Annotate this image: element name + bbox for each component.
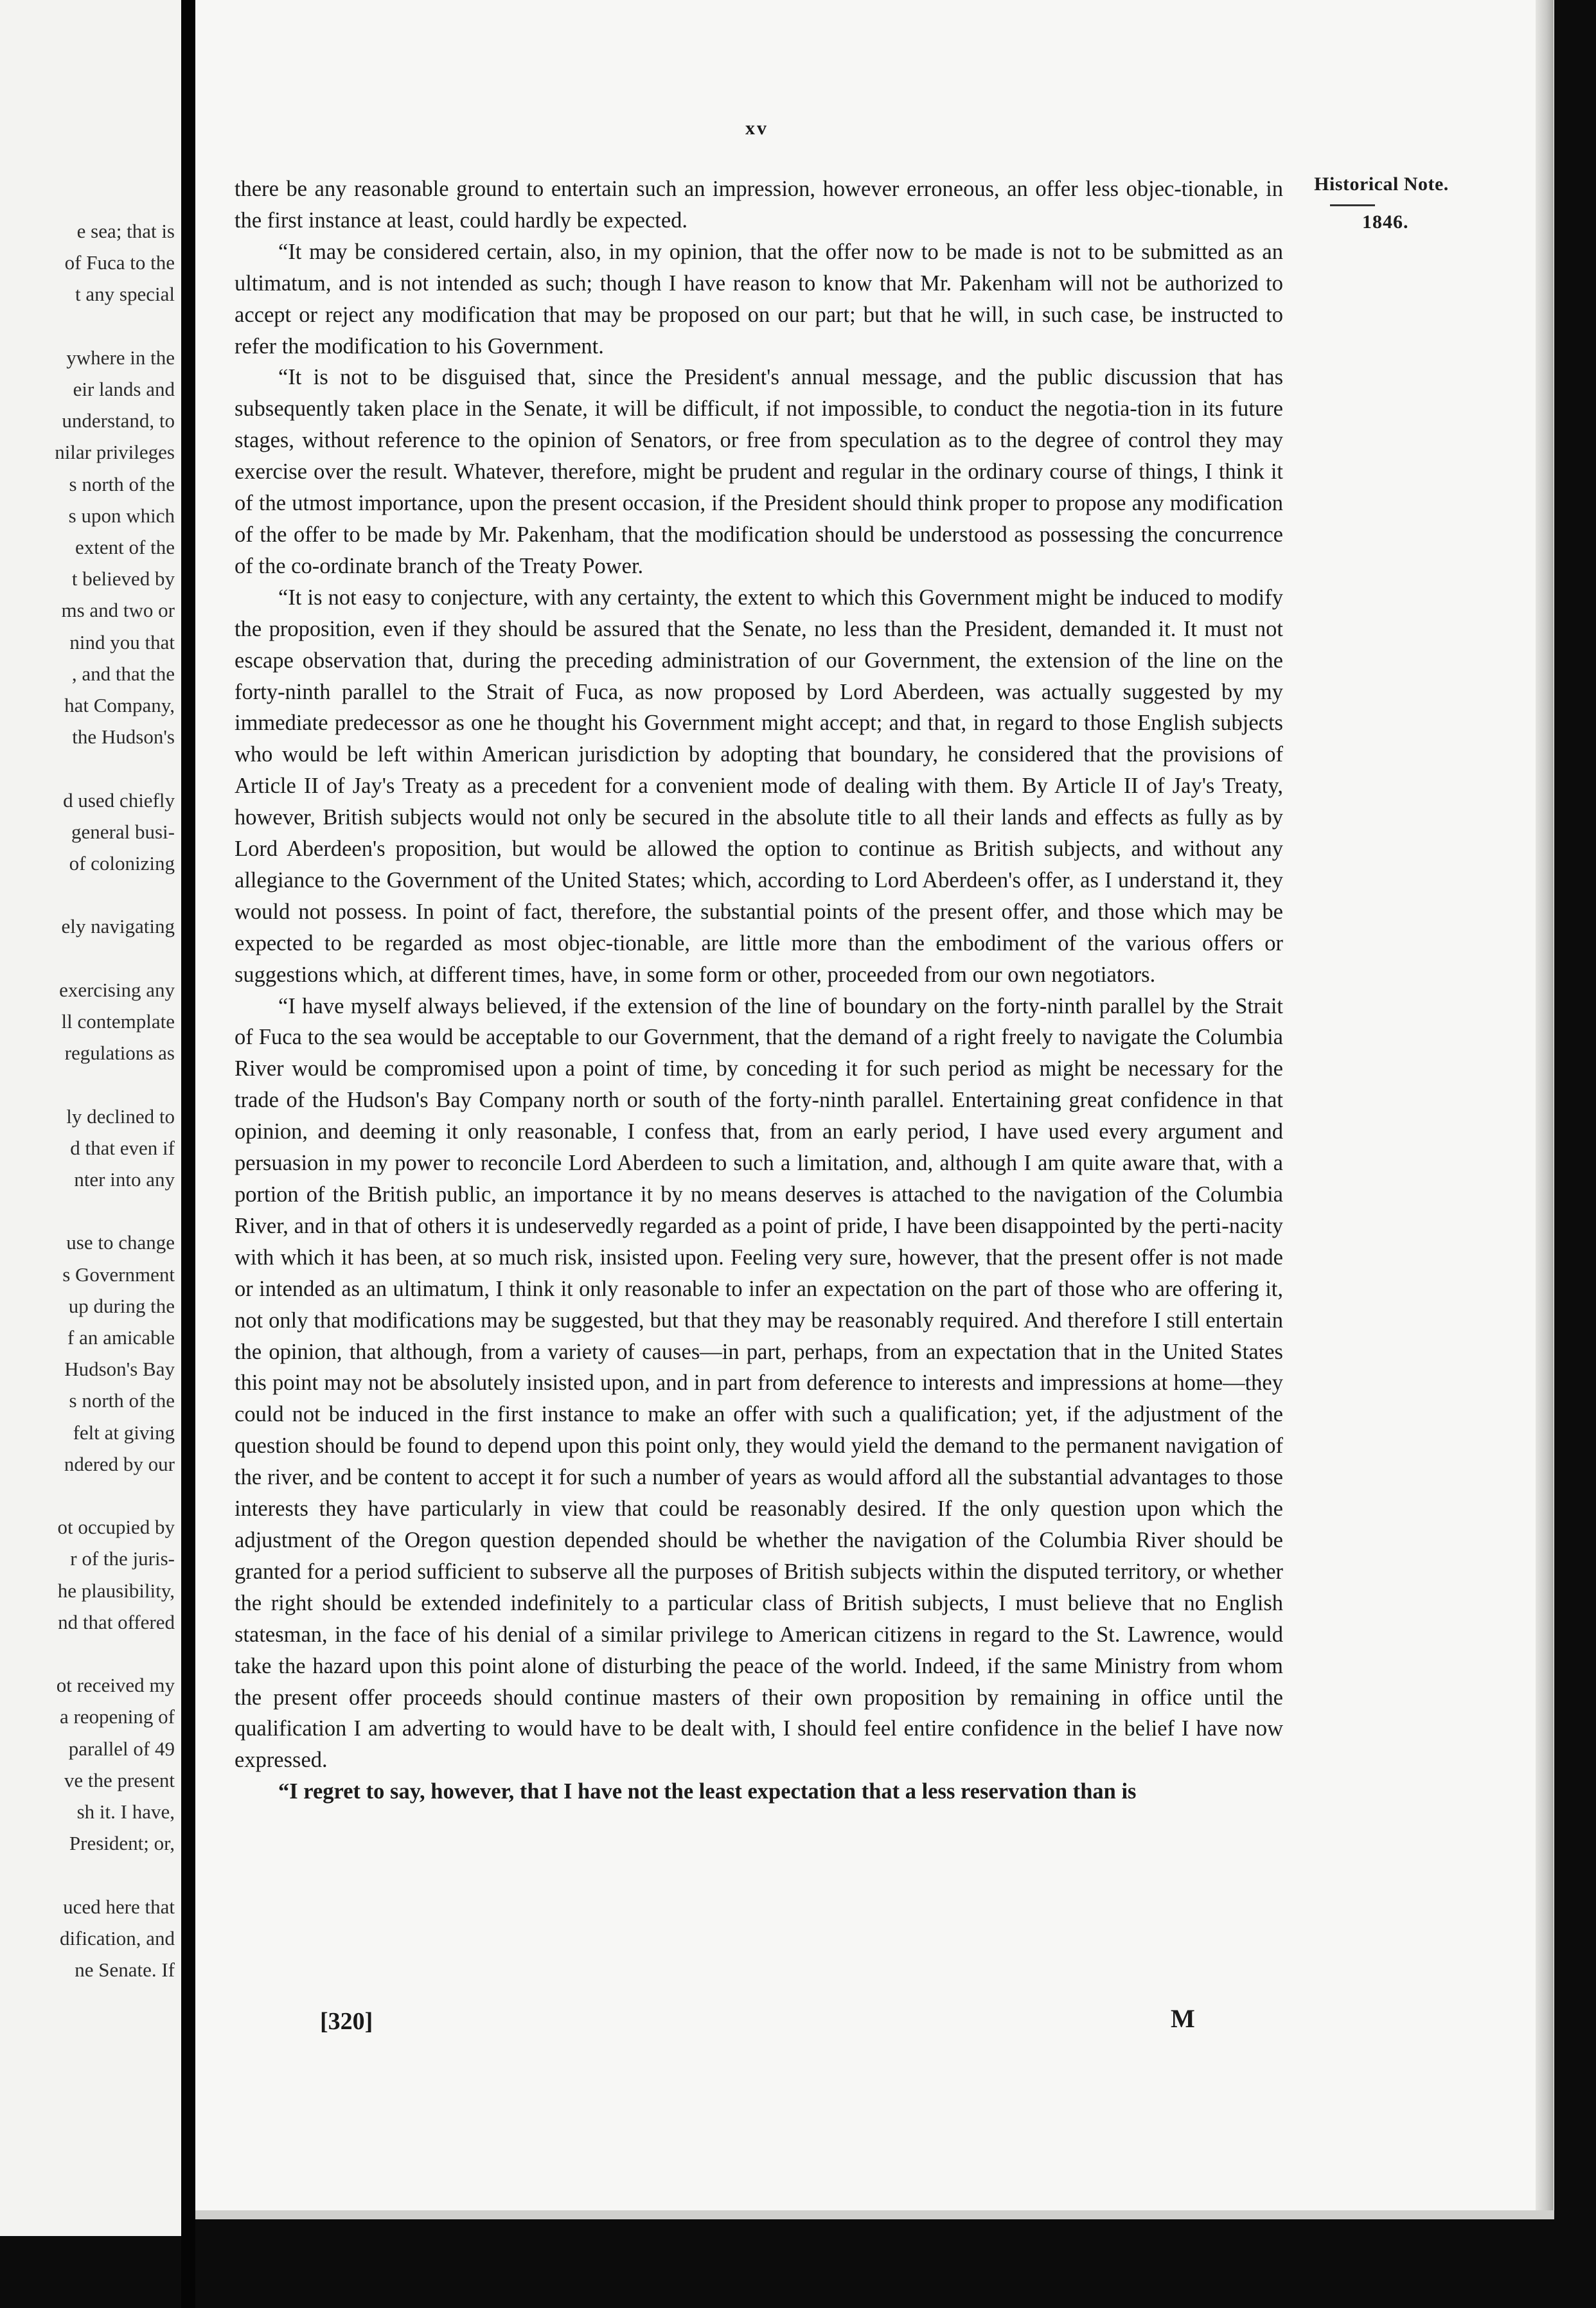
page-bottom-edge — [195, 2210, 1554, 2219]
paragraph: “I have myself always believed, if the extension of the line of boundary on the forty-ninth parallel by the Strait of Fuca to the sea would be acceptable to our Government, that the demand of a right freely to navigate the Columbia River would be compromised upon a point of time, by conceding it for such period as might be necessary for the trade of the Hudson's Bay Company north or south of the forty-ninth parallel. Entertaining great confidence in that opinion, and deeming it only reasonable, I confess that, from an early period, I have used every argument and persuasion in my power to reconcile Lord Aberdeen to such a limitation, and, although I am quite aware that, with a portion of the British public, an importance it by no means deserves is attached to the navigation of the Columbia River, and in that of others it is undeservedly regarded as a point of pride, I have been disappointed by the perti-nacity with which it has been, at so much risk, insisted upon. Feeling very sure, however, that the present offer is not made or intended as an ultimatum, I think it only reasonable to infer an expectation on the part of those who are offering it, not only that modifications may be suggested, but that they may be reasonably required. And therefore I still entertain the opinion, that although, from a variety of causes—in part, perhaps, from an expectation that in the United States this point may not be absolutely insisted upon, and in part from deference to interests and impressions at home—they could not be induced in the first instance to make an offer with such a qualification; yet, if the adjustment of the question should be found to depend upon this point only, they would yield the demand to the permanent navigation of the river, and be content to accept it for such a number of years as would afford all the substantial advantages to those interests they have particularly in view that could be reasonably desired. If the only question upon which the adjustment of the Oregon question depended should be whether the navigation of the Columbia River should be granted for a period sufficient to subserve all the purposes of British subjects within the disputed territory, or whether the right should be extended indefinitely to a particular class of British subjects, I must believe that no English statesman, in the face of his denial of a similar privilege to American citizens in regard to the St. Lawrence, would take the hazard upon this point alone of disturbing the peace of the world. Indeed, if the same Ministry from whom the present offer proceeds should continue masters of their own proposition by remaining in office until the qualification I am adverting to would have to be dealt with, I should feel entire confidence in the belief I have now expressed. — [235, 993, 1283, 1773]
facing-page-line: t believed by — [71, 567, 175, 590]
facing-page-line: nter into any — [74, 1168, 175, 1191]
body-text — [235, 173, 1283, 1807]
facing-page-line: President; or, — [69, 1832, 175, 1855]
facing-page-line: nilar privileges — [55, 441, 175, 464]
signature-number: [320] — [320, 2008, 373, 2035]
facing-page-line: a reopening of — [59, 1705, 175, 1728]
facing-page-line: f an amicable — [67, 1326, 175, 1349]
marginal-rule — [1330, 204, 1375, 206]
paragraph: “I regret to say, however, that I have not the least expectation that a less reservation than is — [278, 1779, 1137, 1804]
facing-page-line: general busi- — [71, 820, 175, 843]
book-gutter — [181, 0, 195, 2308]
facing-page-line: nind you that — [69, 630, 175, 653]
facing-page-line: regulations as — [64, 1042, 175, 1065]
facing-page-line: nd that offered — [58, 1610, 175, 1633]
facing-page-line: e sea; that is — [76, 220, 175, 242]
facing-page-line: ely navigating — [61, 915, 175, 938]
facing-page-line: d used chiefly — [63, 788, 175, 812]
facing-page-line: , and that the — [71, 662, 175, 685]
facing-page-line: exercising any — [59, 978, 175, 1001]
facing-page-line: s north of the — [69, 1389, 175, 1412]
facing-page — [0, 0, 181, 2236]
facing-page-line: up during the — [68, 1294, 175, 1317]
facing-page-line: ndered by our — [64, 1452, 175, 1475]
facing-page-line: ll contemplate — [61, 1010, 175, 1033]
facing-page-line: sh it. I have, — [76, 1800, 175, 1823]
facing-page-line: dification, and — [59, 1926, 175, 1949]
facing-page-line: r of the juris- — [70, 1547, 175, 1570]
facing-page-line: ywhere in the — [66, 346, 175, 369]
facing-page-line: understand, to — [62, 409, 175, 432]
facing-page-line: extent of the — [75, 536, 175, 558]
facing-page-line: s north of the — [69, 472, 175, 495]
page-edge — [1536, 0, 1554, 2217]
facing-page-line: t any special — [75, 283, 175, 306]
page-number: xv — [745, 118, 768, 139]
facing-page-line: parallel of 49 — [68, 1737, 175, 1760]
facing-page-line: use to change — [66, 1231, 175, 1254]
paragraph: “It may be considered certain, also, in my opinion, that the offer now to be made is not to be submitted as an ultimatum, and is not intended as such; though I have reason to know that Mr. Pakenham will not be authorized to accept or reject any modification that may be proposed on our part; but that he will, in such case, be instructed to refer the modification to his Government. — [235, 239, 1283, 359]
facing-page-line: ly declined to — [66, 1105, 175, 1128]
marginal-note — [1304, 173, 1459, 233]
facing-page-line: ve the present — [64, 1768, 175, 1791]
facing-page-line: s Government — [62, 1263, 175, 1286]
facing-page-line: hat Company, — [64, 694, 175, 716]
facing-page-line: eir lands and — [73, 378, 175, 400]
facing-page-line: ot occupied by — [57, 1516, 175, 1539]
facing-page-line: Hudson's Bay — [64, 1358, 175, 1381]
facing-page-line: the Hudson's — [72, 725, 175, 749]
facing-page-line: he plausibility, — [57, 1579, 175, 1602]
facing-page-line: uced here that — [63, 1895, 175, 1918]
paragraph: there be any reasonable ground to entertain such an impression, however erroneous, an offer less objec-tionable, in the first instance at least, could hardly be expected. — [235, 177, 1283, 233]
facing-page-line: ms and two or — [61, 599, 175, 622]
facing-page-line: of colonizing — [69, 852, 175, 874]
facing-page-line: ne Senate. If — [75, 1958, 175, 1981]
facing-page-line: s upon which — [68, 504, 175, 527]
paragraph: “It is not easy to conjecture, with any certainty, the extent to which this Government might be induced to modify the proposition, even if they should be assured that the Senate, no less than the President, demanded it. It must not escape observation that, during the preceding administration of our Government, the extension of the line on the forty-ninth parallel to the Strait of Fuca, as now proposed by Lord Aberdeen, was actually suggested by my immediate predecessor as one he thought his Government might accept; and that, in regard to those English subjects who would be left within American jurisdiction by adopting that boundary, he considered that the provisions of Article II of Jay's Treaty as a precedent for a convenient mode of dealing with them. By Article II of Jay's Treaty, however, British subjects would not only be secured in the absolute title to all their lands and effects as fully as by Lord Aberdeen's proposition, but would be allowed the option to continue as British subjects, and without any allegiance to the Government of the United States; which, according to Lord Aberdeen's offer, as I understand it, they would not possess. In point of fact, therefore, the substantial points of the present offer, and those which may be expected to be regarded as most objec-tionable, are little more than the embodiment of the various offers or suggestions which, at different times, have, in some form or other, proceeded from our own negotiators. — [235, 585, 1283, 987]
signature-mark: M — [1171, 2004, 1195, 2033]
marginal-note-year: 1846. — [1362, 211, 1409, 233]
marginal-note-title: Historical Note. — [1314, 173, 1449, 195]
facing-page-line: ot received my — [56, 1674, 175, 1697]
paragraph: “It is not to be disguised that, since the President's annual message, and the public discussion that has subsequently taken place in the Senate, it will be difficult, if not impossible, to conduct the negotia-tion in its future stages, without reference to the opinion of Senators, or free from speculation as to the degree of control they may exercise over the result. Whatever, therefore, might be prudent and regular in the ordinary course of things, I think it of the utmost importance, upon the present occasion, if the President should think proper to propose any modification of the offer to be made by Mr. Pakenham, that the modification should be understood as possessing the concurrence of the co-ordinate branch of the Treaty Power. — [235, 365, 1283, 578]
facing-page-line: of Fuca to the — [64, 251, 175, 274]
facing-page-line: felt at giving — [73, 1421, 175, 1444]
facing-page-line: d that even if — [70, 1136, 175, 1159]
